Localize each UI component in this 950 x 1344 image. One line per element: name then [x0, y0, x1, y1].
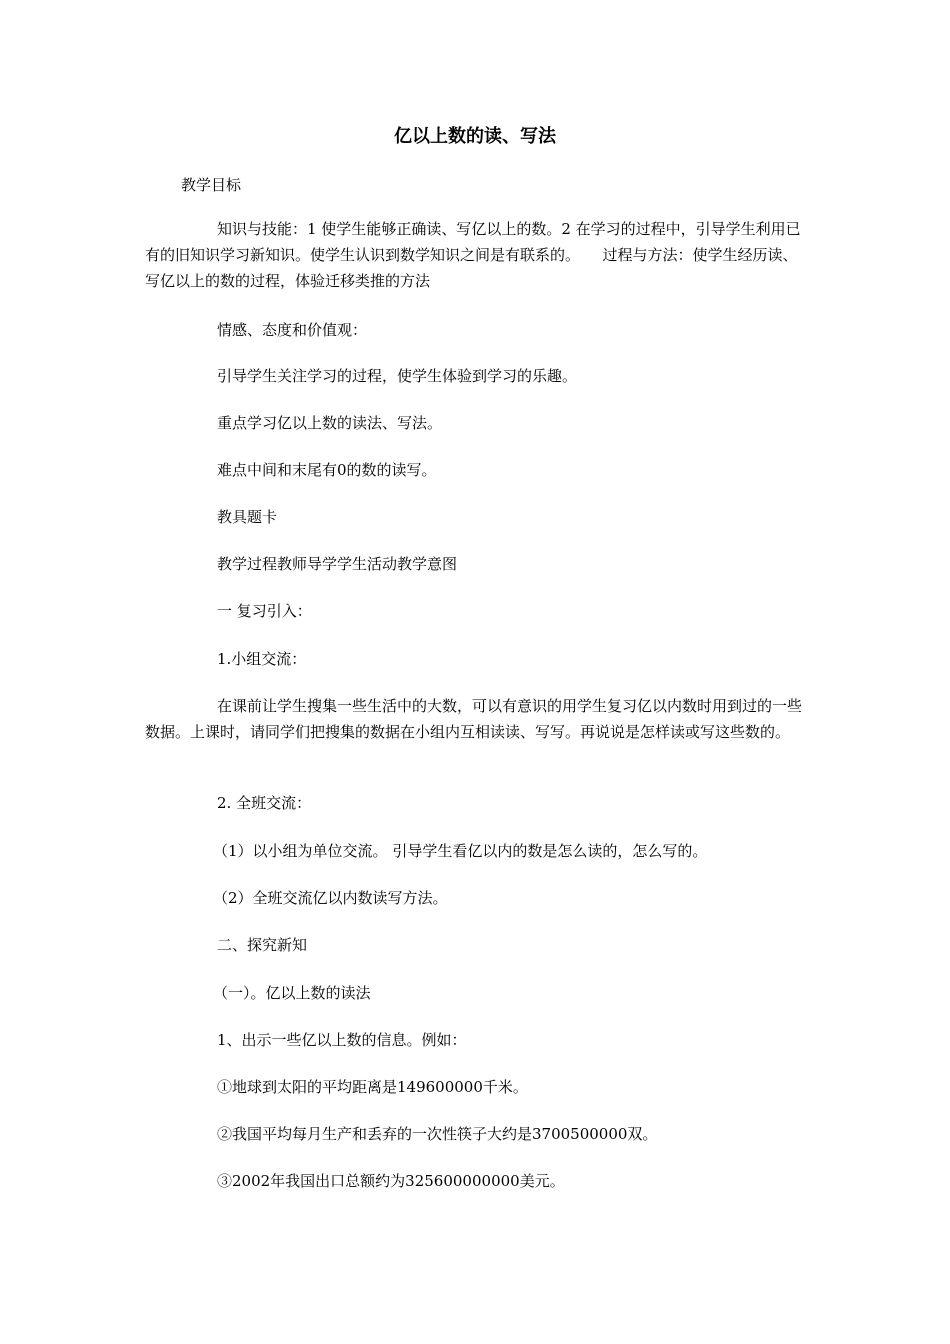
emotion-heading: 情感、态度和价值观：	[217, 321, 368, 339]
part-heading-1: （一）。亿以上数的读法	[213, 984, 371, 1002]
example-1: ①地球到太阳的平均距离是149600000千米。	[217, 1078, 528, 1096]
focus-text: 重点学习亿以上数的读法、写法。	[217, 414, 443, 432]
section-heading-2: 二、探究新知	[217, 936, 308, 954]
emotion-text: 引导学生关注学习的过程，使学生体验到学习的乐趣。	[217, 367, 578, 385]
sub-item-1: （1）以小组为单位交流。 引导学生看亿以内的数是怎么读的，怎么写的。	[213, 842, 708, 860]
objectives-heading: 教学目标	[181, 176, 242, 194]
item1-paragraph: 在课前让学生搜集一些生活中的大数，可以有意识的用学生复习亿以内数时用到过的一些数据。上课时，请同学们把搜集的数据在小组内互相读读、写写。再说说是怎样读或写这些数的。	[145, 697, 803, 741]
show-text: 1、出示一些亿以上数的信息。例如：	[217, 1031, 467, 1049]
knowledge-paragraph: 知识与技能：1 使学生能够正确读、写亿以上的数。2 在学习的过程中，引导学生利用已有的旧知识学习新知识。使学生认识到数学知识之间是有联系的。 过程与方法：使学生经历读、写亿以上的数的过程，体验迁移类推的方法	[145, 220, 801, 290]
tools-text: 教具题卡	[217, 508, 278, 526]
page-title: 亿以上数的读、写法	[394, 126, 556, 147]
item-heading-2: 2. 全班交流：	[217, 794, 312, 812]
sub-item-2: （2）全班交流亿以内数读写方法。	[213, 889, 448, 907]
process-text: 教学过程教师导学学生活动教学意图	[217, 555, 458, 573]
difficulty-text: 难点中间和末尾有0的数的读写。	[217, 461, 437, 479]
example-3: ③2002年我国出口总额约为325600000000美元。	[217, 1172, 565, 1190]
example-2: ②我国平均每月生产和丢弃的一次性筷子大约是3700500000双。	[217, 1125, 658, 1143]
item-heading-1: 1.小组交流：	[217, 650, 307, 668]
section-heading-1: 一 复习引入：	[217, 602, 312, 620]
